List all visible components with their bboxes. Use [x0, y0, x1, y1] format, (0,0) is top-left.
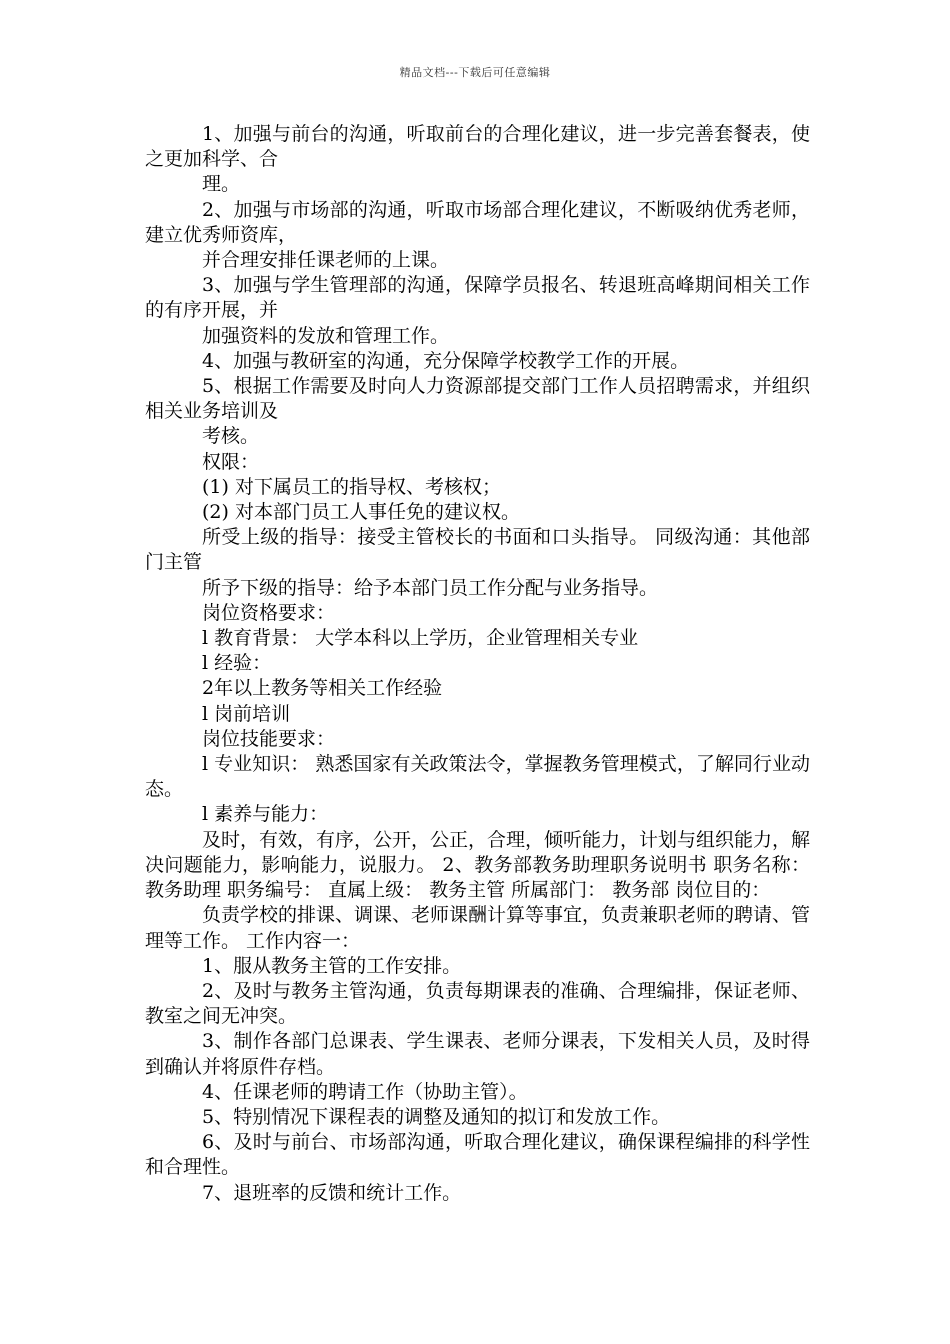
paragraph: 7、退班率的反馈和统计工作。	[202, 1181, 462, 1204]
paragraph: 4、加强与教研室的沟通，充分保障学校教学工作的开展。	[202, 349, 690, 372]
paragraph-line: 2年以上教务等相关工作经验	[202, 677, 443, 700]
section-heading: 岗位技能要求：	[202, 727, 336, 750]
list-item: (1) 对下属员工的指导权、考核权；	[202, 475, 501, 498]
paragraph: 4、任课老师的聘请工作（协助主管）。	[202, 1080, 528, 1103]
paragraph: 3、加强与学生管理部的沟通，保障学员报名、转退班高峰期间相关工作的有序开展，并	[145, 274, 810, 322]
list-item: l 教育背景： 大学本科以上学历，企业管理相关专业	[202, 627, 639, 650]
section-heading: 岗位资格要求：	[202, 601, 336, 624]
paragraph: 3、制作各部门总课表、学生课表、老师分课表，下发相关人员，及时得到确认并将原件存档。	[145, 1030, 810, 1078]
paragraph-continuation: 理。	[202, 173, 241, 196]
paragraph: 1、加强与前台的沟通，听取前台的合理化建议，进一步完善套餐表，使之更加科学、合	[145, 123, 810, 171]
section-heading: 权限：	[202, 450, 260, 473]
paragraph: 及时，有效，有序，公开，公正，合理，倾听能力，计划与组织能力，解决问题能力，影响能力，说服力。 2、教务部教务助理职务说明书 职务名称： 教务助理 职务编号： 直属上级： 教务主管 所属部门： 教务部 岗位目的：	[145, 828, 811, 902]
list-item: (2) 对本部门员工人事任免的建议权。	[202, 501, 520, 524]
paragraph: 1、服从教务主管的工作安排。	[202, 954, 462, 977]
paragraph: 5、特别情况下课程表的调整及通知的拟订和发放工作。	[202, 1105, 671, 1128]
paragraph: 2、加强与市场部的沟通，听取市场部合理化建议，不断吸纳优秀老师，建立优秀师资库，	[145, 198, 810, 246]
paragraph-continuation: 加强资料的发放和管理工作。	[202, 324, 450, 347]
paragraph: l 专业知识： 熟悉国家有关政策法令，掌握教务管理模式，了解同行业动态。	[145, 753, 810, 801]
paragraph: 所受上级的指导：接受主管校长的书面和口头指导。 同级沟通：其他部门主管	[145, 526, 810, 574]
paragraph-continuation: 考核。	[202, 425, 260, 448]
list-item: l 岗前培训	[202, 702, 291, 725]
paragraph-continuation: 并合理安排任课老师的上课。	[202, 249, 450, 272]
paragraph: 2、及时与教务主管沟通，负责每期课表的准确、合理编排，保证老师、教室之间无冲突。	[145, 979, 810, 1028]
list-item: l 经验：	[202, 652, 272, 675]
page-header: 精品文档---下载后可任意编辑	[399, 66, 551, 79]
document-body	[145, 122, 810, 1206]
paragraph: 5、根据工作需要及时向人力资源部提交部门工作人员招聘需求，并组织相关业务培训及	[145, 375, 810, 423]
paragraph: 负责学校的排课、调课、老师课酬计算等事宜，负责兼职老师的聘请、管理等工作。 工作内容一：	[145, 904, 811, 952]
paragraph: 6、及时与前台、市场部沟通，听取合理化建议，确保课程编排的科学性和合理性。	[145, 1131, 810, 1179]
list-item: l 素养与能力：	[202, 803, 329, 826]
paragraph-line: 所予下级的指导：给予本部门员工作分配与业务指导。	[202, 576, 659, 599]
